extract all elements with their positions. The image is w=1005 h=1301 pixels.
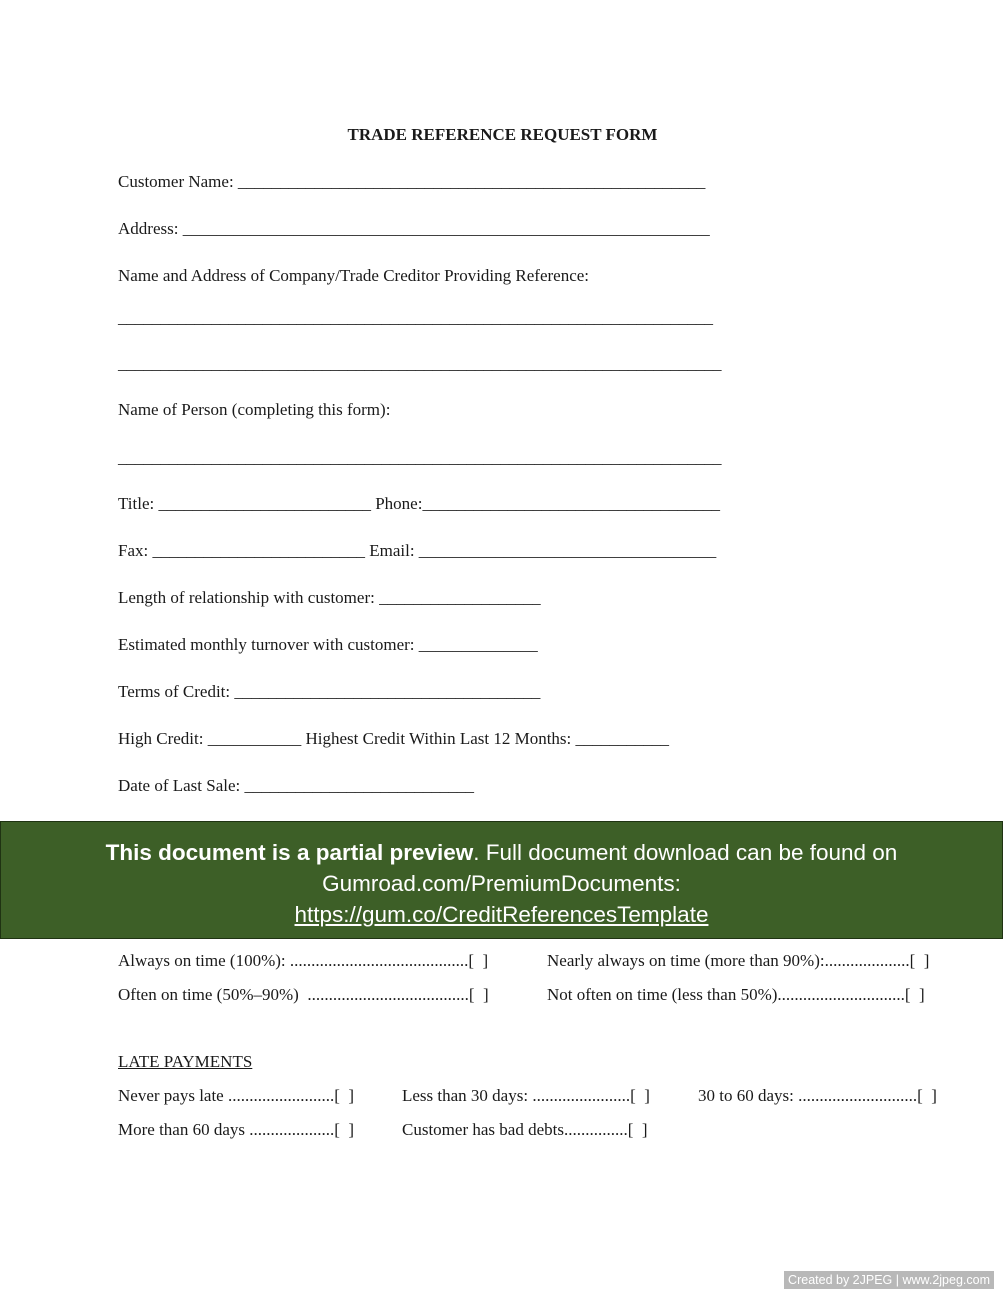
footer-watermark: Created by 2JPEG | www.2jpeg.com bbox=[784, 1271, 994, 1289]
form-title: TRADE REFERENCE REQUEST FORM bbox=[347, 125, 658, 144]
not-often-option[interactable]: Not often on time (less than 50%)..............................[ ] bbox=[547, 985, 925, 1004]
often-on-time-option[interactable]: Often on time (50%–90%) ......................................[ ] bbox=[118, 985, 489, 1004]
creditor-line-1[interactable]: ______________________________________________________________________ bbox=[118, 308, 713, 327]
bad-debts-option[interactable]: Customer has bad debts...............[ ] bbox=[402, 1120, 648, 1139]
title-phone-field[interactable]: Title: _________________________ Phone:___________________________________ bbox=[118, 494, 720, 513]
banner-link[interactable]: https://gum.co/CreditReferencesTemplate bbox=[294, 902, 709, 927]
30-to-60-option[interactable]: 30 to 60 days: ............................[ ] bbox=[698, 1086, 937, 1105]
last-sale-field[interactable]: Date of Last Sale: ___________________________ bbox=[118, 776, 475, 795]
high-credit-field[interactable]: High Credit: ___________ Highest Credit Within Last 12 Months: ___________ bbox=[118, 729, 670, 748]
more-60-option[interactable]: More than 60 days ....................[ ] bbox=[118, 1120, 355, 1139]
preview-banner bbox=[0, 821, 1003, 939]
banner-bold: This document is a partial preview bbox=[105, 840, 474, 865]
less-30-option[interactable]: Less than 30 days: .......................[ ] bbox=[402, 1086, 650, 1105]
creditor-line-2[interactable]: _______________________________________________________________________ bbox=[118, 354, 722, 373]
nearly-always-option[interactable]: Nearly always on time (more than 90%):....................[ ] bbox=[547, 951, 930, 970]
person-line[interactable]: _______________________________________________________________________ bbox=[118, 448, 722, 467]
banner-line2: Gumroad.com/PremiumDocuments: bbox=[322, 871, 681, 896]
late-payments-heading: LATE PAYMENTS bbox=[118, 1052, 253, 1071]
customer-name-field[interactable]: Customer Name: _______________________________________________________ bbox=[118, 172, 706, 191]
turnover-field[interactable]: Estimated monthly turnover with customer: ______________ bbox=[118, 635, 538, 654]
creditor-label: Name and Address of Company/Trade Creditor Providing Reference: bbox=[118, 266, 590, 285]
address-field[interactable]: Address: ______________________________________________________________ bbox=[118, 219, 710, 238]
never-late-option[interactable]: Never pays late .........................[ ] bbox=[118, 1086, 355, 1105]
fax-email-field[interactable]: Fax: _________________________ Email: ___________________________________ bbox=[118, 541, 717, 560]
terms-field[interactable]: Terms of Credit: ____________________________________ bbox=[118, 682, 541, 701]
banner-rest: . Full document download can be found on bbox=[473, 840, 898, 865]
person-label: Name of Person (completing this form): bbox=[118, 400, 391, 419]
always-on-time-option[interactable]: Always on time (100%): ..........................................[ ] bbox=[118, 951, 489, 970]
relationship-field[interactable]: Length of relationship with customer: ___________________ bbox=[118, 588, 541, 607]
